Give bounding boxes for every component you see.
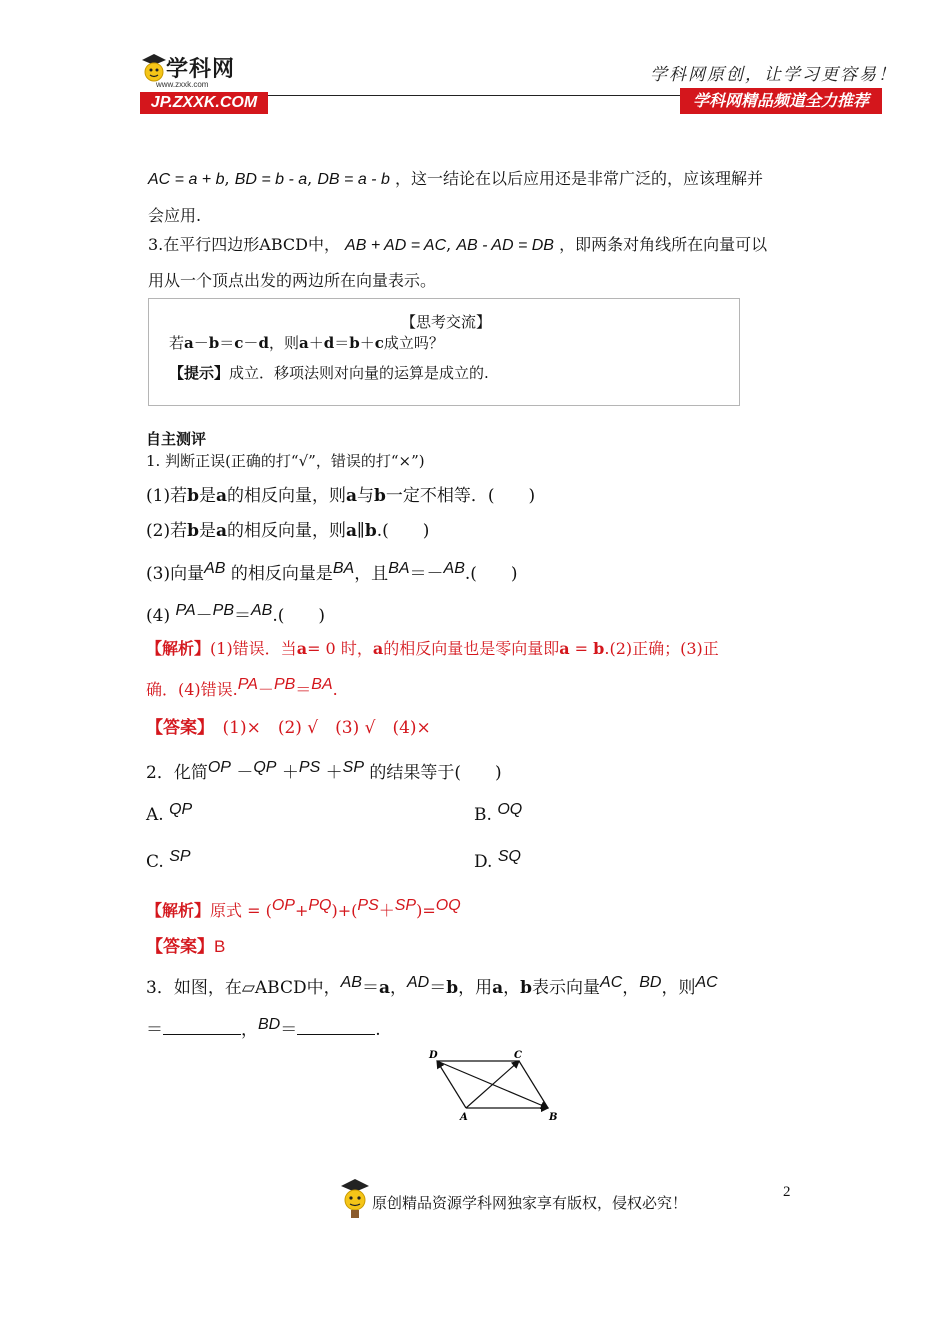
vector-sp: SP [342, 759, 364, 776]
vector-pa: PA [175, 602, 196, 619]
q-var: a [298, 334, 309, 352]
q1-item-4 [146, 601, 325, 626]
vector-db-arrow [437, 1061, 548, 1108]
q-var: d [258, 334, 269, 352]
p3-start: 3.在平行四边形ABCD中， [148, 235, 340, 254]
q3-text: ＝ [429, 978, 447, 998]
item-text: (1)若 [146, 486, 188, 506]
edge-cb [519, 1061, 548, 1108]
q3-var: b [520, 978, 533, 998]
vector-ab: AB [204, 560, 226, 577]
vector-op: OP [207, 759, 231, 776]
item-text: ＝－ [409, 564, 444, 584]
vector-oq: OQ [435, 897, 461, 914]
item-text: (4) [146, 606, 171, 626]
q3-text: 表示向量 [532, 978, 601, 998]
item-text: ，且 [354, 564, 389, 584]
answer-label: 【答案】 [146, 937, 214, 957]
item-text: 的相反向量是 [230, 564, 333, 584]
item-var: a [346, 486, 358, 506]
q-op: ＝ [219, 334, 235, 352]
analysis-var: a [372, 639, 384, 658]
item-var: a [215, 521, 227, 541]
vector-pb: PB [212, 602, 234, 619]
item-var: a [346, 521, 358, 541]
q-var: d [323, 334, 335, 352]
option-vector: SP [169, 848, 191, 865]
q3-text: ， [389, 978, 407, 998]
option-c[interactable] [146, 848, 191, 872]
intro-text-1: ，这一结论在以后应用还是非常广泛的，应该理解并 [394, 169, 763, 188]
item-text: (3)向量 [146, 564, 205, 584]
item-text: 一定不相等．( ) [385, 486, 536, 506]
vector-ps: PS [357, 897, 379, 914]
logo-banner: JP.ZXXK.COM [140, 92, 268, 114]
answer-blank-bd[interactable] [297, 1020, 375, 1035]
p3-formula-2: AB - AD = DB [456, 237, 554, 254]
option-label: B. [474, 805, 492, 825]
vector-ps: PS [298, 759, 321, 776]
analysis-text: + [294, 901, 309, 920]
q3-var: a [492, 978, 504, 998]
recommend-banner: 学科网精品频道全力推荐 [680, 88, 882, 114]
q2-text: 的结果等于( ) [369, 763, 502, 783]
analysis-var: a [559, 639, 570, 658]
analysis-text: ＝ [295, 680, 312, 699]
q3-text: ＝ [146, 1020, 163, 1040]
option-label: C. [146, 852, 164, 872]
analysis-text: = 0 时， [307, 639, 373, 658]
header-slogan: 学科网原创，让学习更容易！ [650, 65, 897, 85]
q-op: ＋ [359, 334, 375, 352]
item-text: 是 [198, 521, 216, 541]
analysis-text: .(2)正确；(3)正 [604, 639, 719, 658]
item-var: b [374, 486, 386, 506]
q3-text: ， [503, 978, 521, 998]
q-var: b [349, 334, 360, 352]
vector-ba: BA [332, 560, 355, 577]
item-text: 的相反向量，则 [227, 521, 346, 541]
q-var: b [208, 334, 220, 352]
item-text: 与 [357, 486, 375, 506]
q1-title: 1. 判断正误(正确的打“√”，错误的打“×”) [146, 452, 425, 470]
option-a[interactable] [146, 801, 193, 825]
p3-end: ，即两条对角线所在向量可以 [559, 235, 768, 254]
q-var: c [374, 334, 384, 352]
item-text: 是 [198, 486, 216, 506]
item-var: a [215, 486, 227, 506]
vector-ad-arrow [437, 1061, 466, 1108]
analysis-1 [146, 636, 719, 659]
label-d: D [429, 1050, 438, 1061]
intro-line-1: AC = a + b, BD = b - a, DB = a - b ，这一结论在以后应用还是非常广泛的，应该理解并 [148, 169, 763, 188]
q1-item-3 [146, 559, 518, 584]
item-text: .( ) [464, 564, 518, 584]
footer-copyright: 原创精品资源学科网独家享有版权，侵权必究！ [372, 1194, 688, 1212]
formula-bd: BD = b - a [234, 171, 308, 188]
option-vector: QP [169, 801, 193, 818]
analysis-text: ＋ [378, 901, 395, 920]
option-label: D. [474, 852, 493, 872]
item-text: ∥ [357, 521, 365, 541]
analysis-text: － [257, 680, 274, 699]
answer-2 [146, 932, 225, 957]
option-vector: OQ [497, 801, 523, 818]
vector-ba: BA [311, 676, 333, 693]
option-label: A. [146, 805, 164, 825]
answer-text: B [214, 937, 226, 956]
vector-ab: AB [251, 602, 273, 619]
q3-text: . [375, 1020, 381, 1040]
analysis-1-line-2 [146, 677, 338, 700]
item-text: .( ) [376, 521, 430, 541]
logo-name: 学科网 [166, 56, 236, 81]
analysis-text: (1)错误．当 [210, 639, 297, 658]
q-op: ＋ [308, 334, 324, 352]
parallelogram-figure [420, 1044, 570, 1126]
q3-text: ，用 [458, 978, 493, 998]
option-d[interactable] [474, 848, 521, 872]
p3-formula-1: AB + AD = AC [345, 237, 447, 254]
label-a: A [460, 1112, 468, 1123]
answer-blank-ac[interactable] [163, 1020, 241, 1035]
think-question [169, 332, 444, 353]
answer-text: (1)× (2) √ (3) √ (4)× [205, 718, 431, 738]
vector-ba: BA [388, 560, 410, 577]
q-text: ，则 [268, 334, 299, 352]
option-vector: SQ [497, 848, 521, 865]
think-hint [169, 362, 489, 383]
q3-line-2 [146, 1015, 381, 1040]
analysis-text: 原式 = ( [210, 901, 272, 920]
formula-ac: AC = a + b [148, 171, 225, 188]
vector-bd: BD [639, 974, 662, 991]
vector-bd: BD [258, 1016, 281, 1033]
analysis-text: . [332, 680, 338, 699]
vector-op: OP [271, 897, 295, 914]
q2-stem [146, 758, 502, 783]
logo-url: www.zxxk.com [156, 80, 209, 89]
analysis-text: = [569, 639, 594, 658]
q-var: a [184, 334, 194, 352]
analysis-text: )= [416, 901, 436, 920]
q2-text: 2．化简 [146, 763, 208, 783]
q-var: c [234, 334, 244, 352]
q2-op: － [236, 763, 254, 783]
vector-ab: AB [443, 560, 465, 577]
analysis-label: 【解析】 [146, 901, 211, 920]
item-text: (2)若 [146, 521, 188, 541]
header-rule [268, 95, 684, 96]
think-title: 【思考交流】 [401, 313, 492, 331]
intro-line-2: 会应用. [148, 206, 202, 225]
label-c: C [514, 1050, 522, 1061]
answer-1 [146, 713, 431, 738]
q3-text: ＝ [280, 1020, 298, 1040]
q3-text: 3．如图，在▱ABCD中， [146, 978, 341, 998]
think-exchange-box [148, 298, 740, 406]
q-op: － [193, 334, 209, 352]
intro-paragraph-3-line-2: 用从一个顶点出发的两边所在向量表示。 [148, 271, 437, 290]
item-text: .( ) [272, 606, 326, 626]
analysis-text: 确．(4)错误. [146, 680, 238, 699]
item-text: － [195, 606, 213, 626]
item-var: b [187, 521, 199, 541]
vector-ac: AC [695, 974, 718, 991]
item-text: 的相反向量，则 [227, 486, 346, 506]
analysis-var: b [593, 639, 605, 658]
q3-text: ，则 [661, 978, 696, 998]
vector-pq: PQ [308, 897, 332, 914]
analysis-2 [146, 898, 461, 921]
q1-item-1 [146, 481, 535, 506]
formula-db: DB = a - b [317, 171, 390, 188]
q3-text: ， [622, 978, 640, 998]
answer-label: 【答案】 [146, 718, 206, 738]
label-b: B [549, 1112, 558, 1123]
vector-qp: QP [253, 759, 277, 776]
q-text: 若 [169, 334, 185, 352]
vector-pb: PB [273, 676, 296, 693]
analysis-text: 的相反向量也是零向量即 [383, 639, 560, 658]
item-text: ＝ [234, 606, 251, 626]
q2-op: ＋ [281, 763, 299, 783]
q3-text: ， [241, 1020, 258, 1040]
q2-op: ＋ [325, 763, 343, 783]
q-op: ＝ [334, 334, 350, 352]
vector-ac: AC [600, 974, 623, 991]
q-op: － [243, 334, 259, 352]
analysis-var: a [296, 639, 308, 658]
intro-paragraph-3: 3.在平行四边形ABCD中， AB + AD = AC, AB - AD = DB ，即两条对角线所在向量可以 [148, 235, 768, 254]
vector-pa: PA [237, 676, 258, 693]
hint-label: 【提示】 [169, 364, 230, 382]
q3-text: ＝ [361, 978, 379, 998]
option-b[interactable] [474, 801, 523, 825]
q3-var: a [378, 978, 390, 998]
vector-sp: SP [394, 897, 417, 914]
vector-ad: AD [406, 974, 430, 991]
q-text: 成立吗？ [383, 334, 444, 352]
footer-mascot-icon [338, 1176, 372, 1220]
vector-ab: AB [340, 974, 362, 991]
item-var: b [187, 486, 199, 506]
self-test-heading: 自主测评 [146, 430, 207, 448]
analysis-text: )+( [331, 901, 358, 920]
site-logo[interactable] [136, 50, 276, 120]
q1-item-2 [146, 516, 429, 541]
page-number: 2 [783, 1184, 791, 1200]
item-var: b [364, 521, 377, 541]
q3-stem [146, 973, 718, 998]
q3-var: b [446, 978, 459, 998]
hint-text: 成立．移项法则对向量的运算是成立的. [229, 364, 489, 382]
analysis-label: 【解析】 [146, 639, 211, 658]
